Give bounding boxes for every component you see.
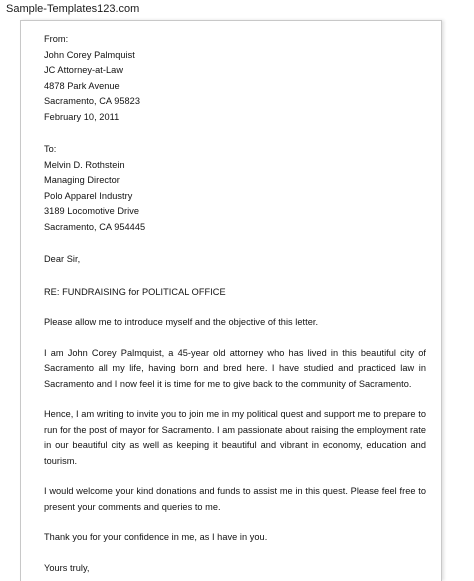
recipient-name: Melvin D. Rothstein bbox=[44, 159, 125, 170]
recipient-block bbox=[44, 142, 426, 235]
paragraph: Thank you for your confidence in me, as I have in you. bbox=[44, 532, 268, 542]
site-watermark: Sample-Templates123.com bbox=[6, 3, 140, 15]
recipient-street: 3189 Locomotive Drive bbox=[44, 206, 140, 216]
letter-date: February 10, 2011 bbox=[44, 111, 120, 122]
to-label: To: bbox=[44, 144, 57, 154]
sender-title: JC Attorney-at-Law bbox=[44, 65, 124, 75]
sender-city: Sacramento, CA 95823 bbox=[44, 96, 140, 106]
recipient-company: Polo Apparel Industry bbox=[44, 190, 133, 201]
letter-body bbox=[44, 32, 426, 576]
paragraph: Please allow me to introduce myself and the objective of this letter. bbox=[44, 317, 319, 327]
sender-street: 4878 Park Avenue bbox=[44, 80, 120, 91]
closing: Yours truly, bbox=[44, 562, 90, 573]
salutation: Dear Sir, bbox=[44, 254, 81, 264]
subject-line: RE: FUNDRAISING for POLITICAL OFFICE bbox=[44, 286, 226, 297]
paragraph: I would welcome your kind donations and funds to assist me in this quest. Please feel free to present your comments and queries to me. bbox=[44, 486, 426, 512]
recipient-title: Managing Director bbox=[44, 175, 120, 185]
sender-block bbox=[44, 32, 426, 125]
paragraph: Hence, I am writing to invite you to join me in my political quest and support me to prepare to run for the post of mayor for Sacramento. I am passionate about raising the employment rate in our beautiful city as well as keeping it beautiful and vibrant in economy, education and tourism. bbox=[44, 409, 426, 466]
from-label: From: bbox=[44, 34, 69, 44]
recipient-city: Sacramento, CA 954445 bbox=[44, 221, 146, 232]
paragraph: I am John Corey Palmquist, a 45-year old attorney who has lived in this beautiful city of Sacramento all my life, having born and bred here. I have studied and practiced law in Sacramento and I now feel it is time for me to give back to the community of Sacramento. bbox=[44, 347, 426, 389]
sender-name: John Corey Palmquist bbox=[44, 49, 135, 60]
